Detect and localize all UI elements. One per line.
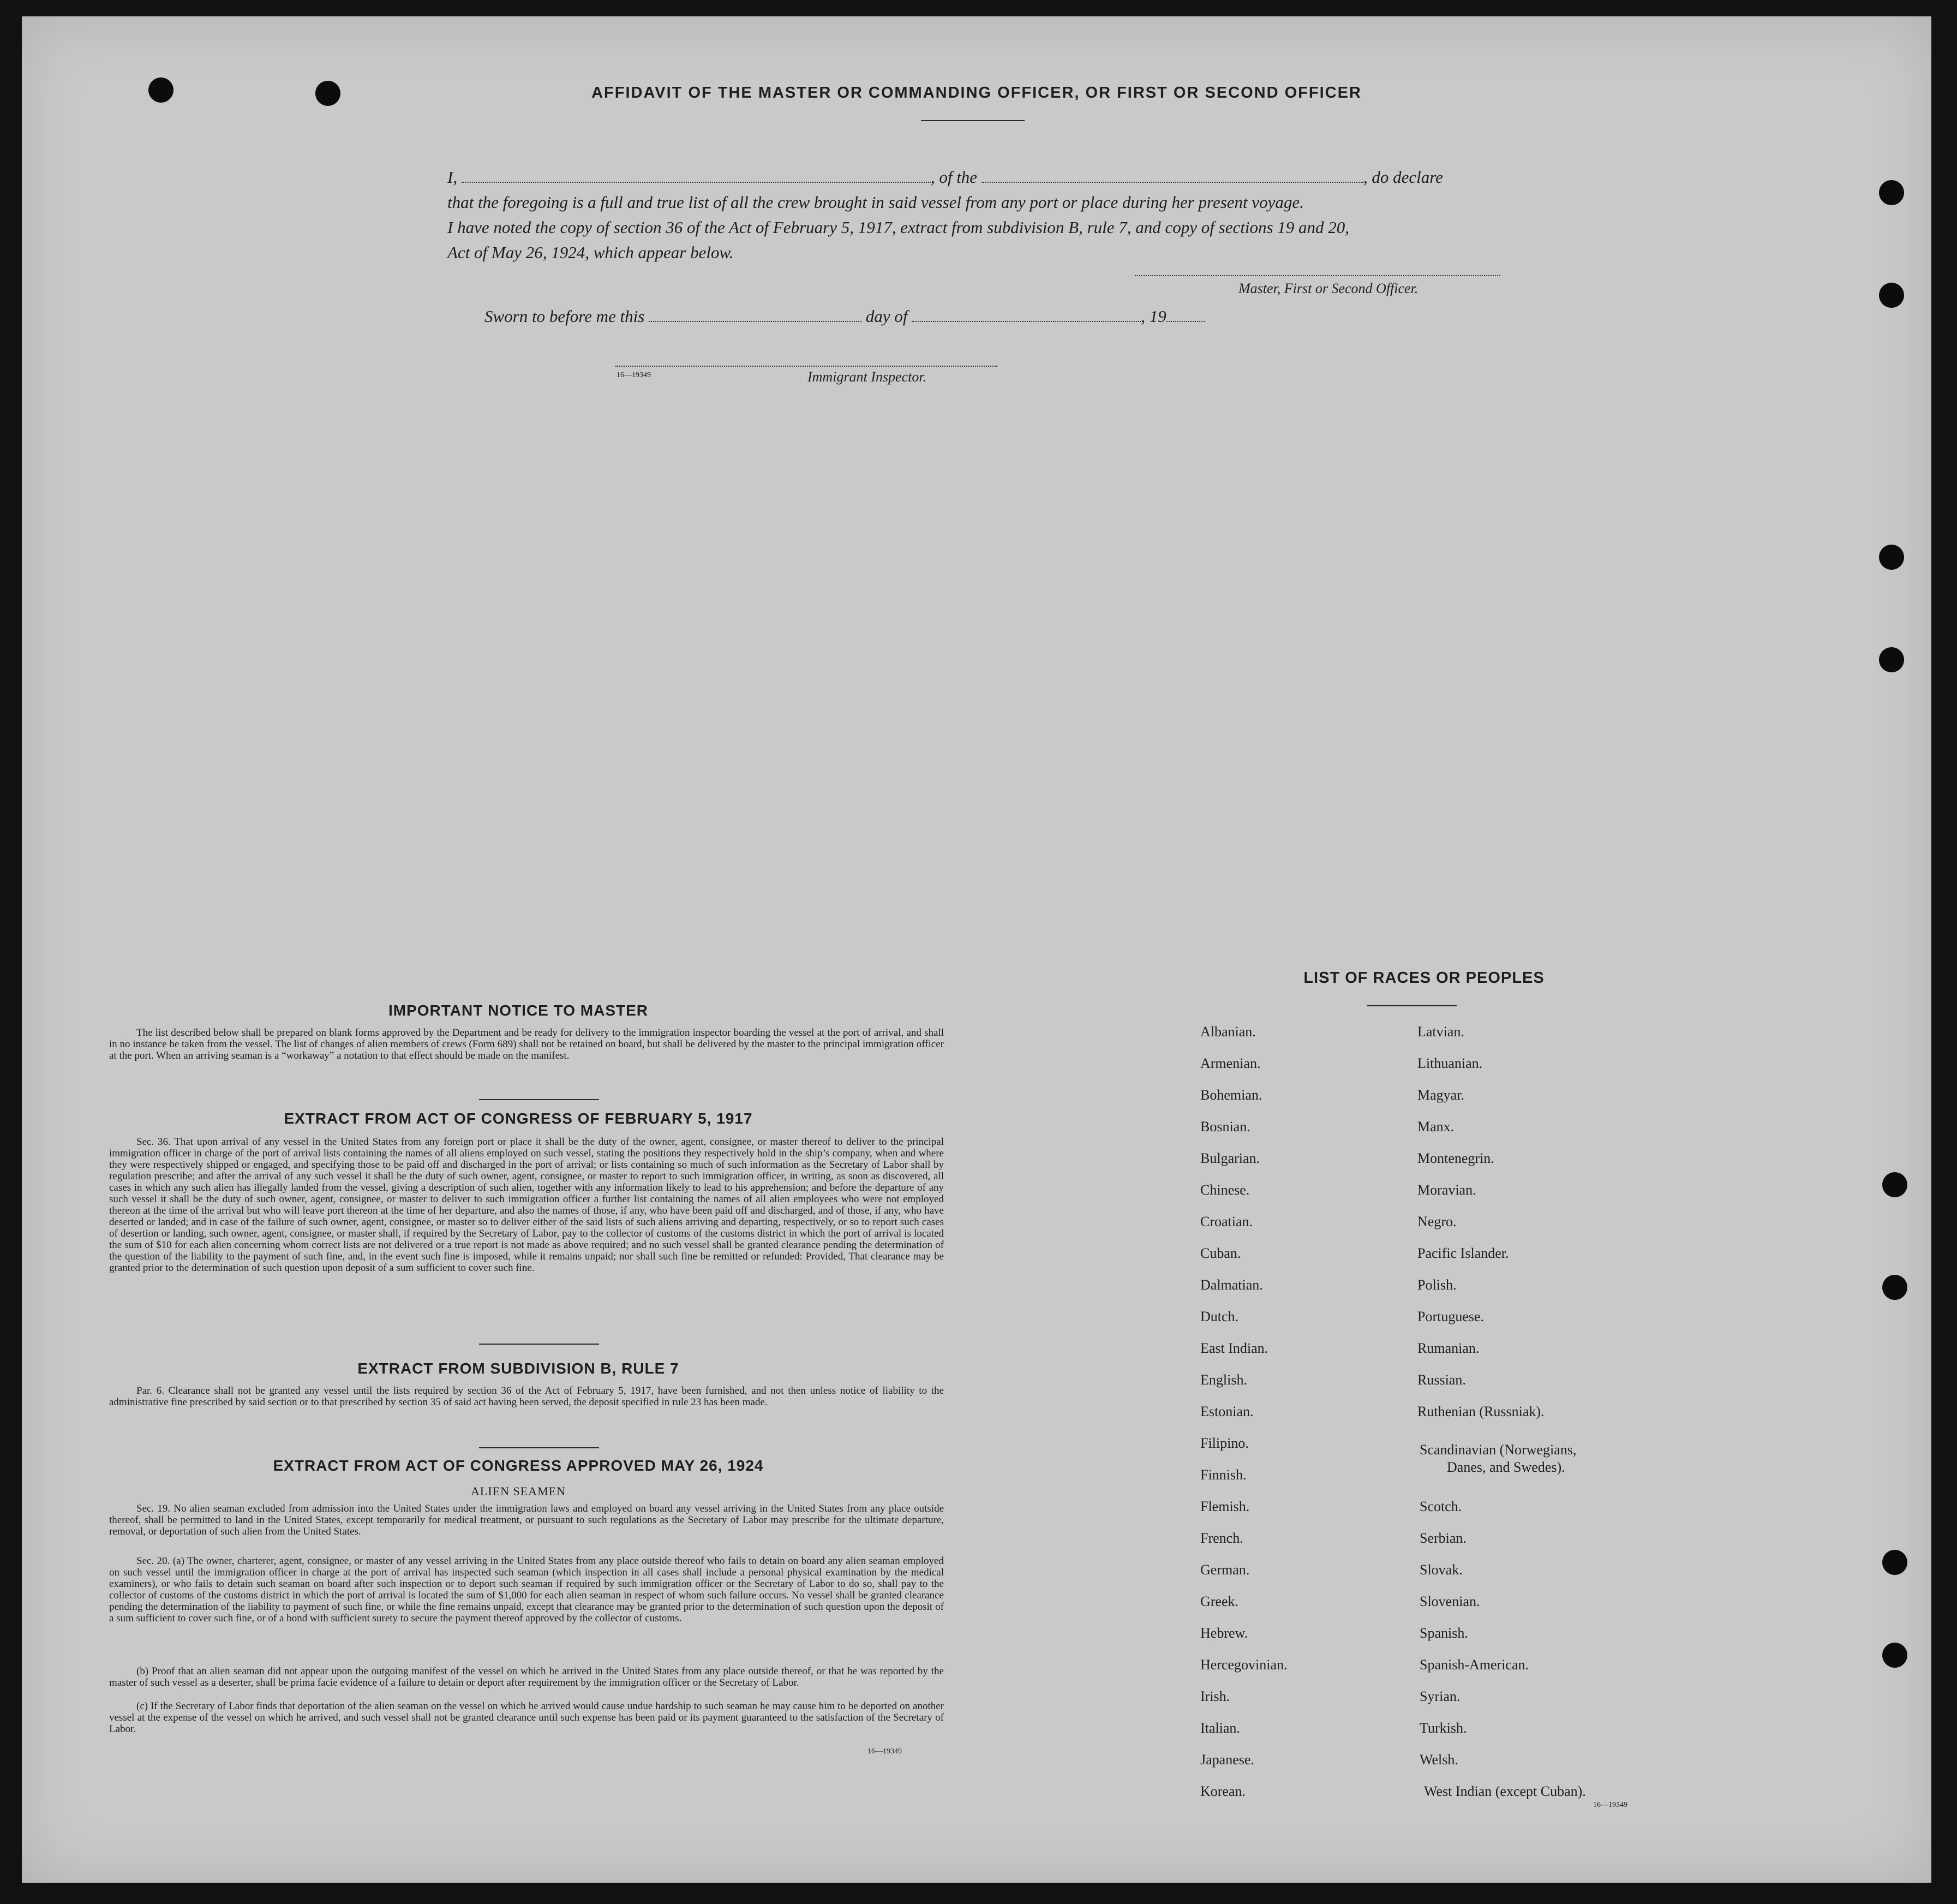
race-item: Ruthenian (Russniak).	[1417, 1404, 1545, 1419]
race-item: West Indian (except Cuban).	[1424, 1783, 1586, 1799]
race-item: Estonian.	[1200, 1404, 1254, 1419]
race-item: Pacific Islander.	[1417, 1245, 1509, 1261]
officer-name-field[interactable]	[462, 182, 931, 183]
race-item: Hebrew.	[1200, 1625, 1248, 1641]
race-item: English.	[1200, 1372, 1247, 1388]
master-signature-label: Master, First or Second Officer.	[1238, 280, 1419, 296]
race-item: Chinese.	[1200, 1182, 1250, 1198]
race-item: Japanese.	[1200, 1752, 1254, 1768]
race-item: Bosnian.	[1200, 1119, 1250, 1135]
vessel-name-field[interactable]	[982, 182, 1363, 183]
declaration-line-2: that the foregoing is a full and true list of all the crew brought in said vessel from any port or place during her present voyage.	[447, 193, 1304, 212]
declaration-opening: I,	[447, 168, 458, 187]
sworn-year-field[interactable]	[1166, 321, 1205, 322]
race-item: Albanian.	[1200, 1024, 1256, 1040]
race-item: Latvian.	[1417, 1024, 1464, 1040]
punch-hole	[1882, 1643, 1907, 1668]
race-item: Flemish.	[1200, 1499, 1250, 1514]
inspector-label: Immigrant Inspector.	[807, 369, 927, 385]
do-declare-label: , do declare	[1363, 168, 1443, 187]
section-divider	[479, 1344, 599, 1345]
race-item: Montenegrin.	[1417, 1150, 1494, 1166]
punch-hole	[1882, 1550, 1907, 1575]
race-item: Italian.	[1200, 1720, 1240, 1736]
inspector-signature-line[interactable]	[615, 366, 997, 367]
race-item: Irish.	[1200, 1688, 1230, 1704]
race-item: Scotch.	[1420, 1499, 1462, 1514]
punch-hole	[1879, 283, 1904, 308]
affidavit-title: AFFIDAVIT OF THE MASTER OR COMMANDING OFFICER, OR FIRST OR SECOND OFFICER	[591, 84, 1362, 102]
section-divider	[479, 1099, 599, 1100]
race-item: Bulgarian.	[1200, 1150, 1260, 1166]
rule7-text: Par. 6. Clearance shall not be granted any vessel until the lists required by section 36 of the Act of February 5, 1917, have been furnished, and not then unless notice of liability to the administrative fine prescribed by said section or to that prescribed by section 35 of said act having been served, the deposit specified in rule 23 has been made.	[109, 1385, 944, 1408]
form-sheet	[22, 16, 1931, 1883]
sworn-line	[484, 307, 1205, 326]
race-item: Lithuanian.	[1417, 1055, 1483, 1071]
sworn-month-field[interactable]	[912, 321, 1141, 322]
sworn-label: Sworn to before me this	[484, 307, 645, 326]
declaration-line-1	[447, 165, 1539, 190]
race-item: French.	[1200, 1530, 1243, 1546]
form-number-top: 16—19349	[617, 371, 651, 379]
race-item: Serbian.	[1420, 1530, 1467, 1546]
section-divider	[479, 1447, 599, 1448]
notice-title: IMPORTANT NOTICE TO MASTER	[388, 1002, 649, 1019]
race-item: Armenian.	[1200, 1055, 1261, 1071]
race-item: Hercegovinian.	[1200, 1657, 1288, 1673]
sec20a-text: Sec. 20. (a) The owner, charterer, agent, consignee, or master of any vessel arriving in the United States from any place outside thereof who fails to detain on board any alien seaman employed on such vessel until the immigration officer in charge at the port of arrival has inspected such seaman (which inspection in all cases shall include a personal physical examination by the medical examiners), or who fails to detain such seaman on board after such inspection or to deport such seaman if required by such immigration officer or the Secretary of Labor to do so, shall pay to the collector of customs of the customs district in which the port of arrival is located the sum of $1,000 for each alien seaman in respect of whom such failure occurs. No vessel shall be granted clearance pending the determination of the liability to payment of such fine, or while the fine remains unpaid, except that clearance may be granted prior to the determination of such question upon the deposit of a sum sufficient to cover such fine, or of a bond with sufficient surety to secure the payment thereof approved by the collector of customs.	[109, 1555, 944, 1624]
race-item: Filipino.	[1200, 1435, 1249, 1451]
race-item: Cuban.	[1200, 1245, 1241, 1261]
notice-text: The list described below shall be prepared on blank forms approved by the Department and be ready for delivery to the immigration inspector boarding the vessel at the port of arrival, and shall in no instance be taken from the vessel. The list of changes of alien members of crews (Form 689) shall not be retained on board, but shall be delivered by the master to the principal immigration officer at the port. When an arriving seaman is a “workaway” a notation to that effect should be made on the manifest.	[109, 1027, 944, 1061]
race-item: Polish.	[1417, 1277, 1457, 1293]
race-item: Spanish-American.	[1420, 1657, 1529, 1673]
race-item: Greek.	[1200, 1593, 1239, 1609]
punch-hole	[1882, 1275, 1907, 1300]
affidavit-declaration	[447, 165, 1539, 265]
declaration-line-3: I have noted the copy of section 36 of the Act of February 5, 1917, extract from subdivision B, rule 7, and copy of sections 19 and 20,	[447, 218, 1350, 237]
race-item: German.	[1200, 1562, 1250, 1578]
race-item: Slovak.	[1420, 1562, 1463, 1578]
race-item: Manx.	[1417, 1119, 1455, 1135]
extract-1924-title: EXTRACT FROM ACT OF CONGRESS APPROVED MAY 26, 1924	[273, 1457, 764, 1474]
race-item: Danes, and Swedes).	[1447, 1459, 1565, 1475]
race-item: Slovenian.	[1420, 1593, 1480, 1609]
title-divider	[921, 120, 1025, 121]
extract-1917-title: EXTRACT FROM ACT OF CONGRESS OF FEBRUARY 5, 1917	[284, 1110, 753, 1127]
form-number-bottom-left: 16—19349	[867, 1747, 902, 1756]
race-item: Portuguese.	[1417, 1309, 1485, 1324]
race-item: Turkish.	[1420, 1720, 1467, 1736]
punch-hole	[1879, 545, 1904, 570]
sec19-text: Sec. 19. No alien seaman excluded from admission into the United States under the immigration laws and employed on board any vessel arriving in the United States from any place outside thereof, shall be permitted to land in the United States, except temporarily for medical treatment, or pursuant to such regulations as the Secretary of Labor may prescribe for the ultimate departure, removal, or deportation of such alien from the United States.	[109, 1503, 944, 1537]
sworn-day-field[interactable]	[649, 321, 861, 322]
race-item: Finnish.	[1200, 1467, 1247, 1483]
year-prefix-label: , 19	[1141, 307, 1166, 326]
races-divider	[1367, 1005, 1457, 1006]
race-item: Magyar.	[1417, 1087, 1464, 1103]
rule7-title: EXTRACT FROM SUBDIVISION B, RULE 7	[357, 1360, 679, 1377]
race-item: Croatian.	[1200, 1214, 1253, 1229]
of-the-label: , of the	[930, 168, 978, 187]
sec20b-text: (b) Proof that an alien seaman did not appear upon the outgoing manifest of the vessel on which he arrived in the United States from any place outside thereof, or that he was reported by the master of such vessel as a deserter, shall be prima facie evidence of a failure to detain or deport after requirement by the immigration officer or the Secretary of Labor.	[109, 1666, 944, 1688]
race-item: Welsh.	[1420, 1752, 1458, 1768]
extract-1917-text: Sec. 36. That upon arrival of any vessel in the United States from any foreign port or place it shall be the duty of the owner, agent, consignee, or master thereof to deliver to the principal immigration officer in charge of the port of arrival lists containing the names of all aliens employed on such vessel, stating the positions they respectively hold in the ship’s company, when and where they were respectively shipped or engaged, and specifying those to be paid off and discharged in the port of arrival; or lists containing so much of such information as the Secretary of Labor shall by regulation prescribe; and after the arrival of any such vessel it shall be the duty of such owner, agent, consignee, or master to report to such immigration officer, in writing, as soon as discovered, all cases in which any such alien has illegally landed from the vessel, giving a description of such alien, together with any information likely to lead to his apprehension; and before the departure of any such vessel it shall be the duty of such owner, agent, consignee, or master to deliver to such immigration officer a further list containing the names of all alien employees who were not employed thereon at the time of the arrival but who will leave port thereon at the time of her departure, and also the names of those, if any, who have been paid off and discharged, and of those, if any, who have deserted or landed; and in case of the failure of such owner, agent, consignee, or master so to deliver either of the said lists of such aliens arriving and departing, respectively, or so to report such cases of desertion or landing, such owner, agent, consignee, or master shall, if required by the Secretary of Labor, pay to the collector of customs of the customs district in which the port of arrival is located the sum of $10 for each alien concerning whom correct lists are not delivered or a true report is not made as above required; and no such vessel shall be granted clearance pending the determination of the question of the liability to the payment of such fine, and, in the event such fine is imposed, while it remains unpaid; nor shall such fine be remitted or refunded: Provided, That clearance may be granted prior to the determination of such question upon deposit of a sum sufficient to cover such fine.	[109, 1136, 944, 1274]
race-item: Spanish.	[1420, 1625, 1468, 1641]
day-of-label: day of	[865, 307, 908, 326]
race-item: Syrian.	[1420, 1688, 1461, 1704]
race-item: East Indian.	[1200, 1340, 1268, 1356]
races-title: LIST OF RACES OR PEOPLES	[1303, 969, 1545, 987]
race-item: Korean.	[1200, 1783, 1246, 1799]
race-item: Dutch.	[1200, 1309, 1239, 1324]
race-item: Scandinavian (Norwegians,	[1420, 1442, 1577, 1458]
race-item: Moravian.	[1417, 1182, 1476, 1198]
race-item: Dalmatian.	[1200, 1277, 1263, 1293]
punch-hole	[1882, 1172, 1907, 1197]
punch-hole	[1879, 180, 1904, 205]
sec20c-text: (c) If the Secretary of Labor finds that deportation of the alien seaman on the vessel on which he arrived would cause undue hardship to such seaman he may cause him to be deported on another vessel at the expense of the vessel on which he arrived, and such vessel shall not be granted clearance until such expense has been paid or its payment guaranteed to the satisfaction of the Secretary of Labor.	[109, 1700, 944, 1735]
master-signature-line[interactable]	[1135, 275, 1500, 276]
race-item: Rumanian.	[1417, 1340, 1480, 1356]
alien-seamen-subtitle: ALIEN SEAMEN	[471, 1484, 566, 1498]
declaration-line-4: Act of May 26, 1924, which appear below.	[447, 243, 734, 262]
race-item: Bohemian.	[1200, 1087, 1262, 1103]
race-item: Russian.	[1417, 1372, 1466, 1388]
form-number-bottom-right: 16—19349	[1593, 1801, 1627, 1809]
race-item: Negro.	[1417, 1214, 1457, 1229]
punch-hole	[1879, 647, 1904, 672]
